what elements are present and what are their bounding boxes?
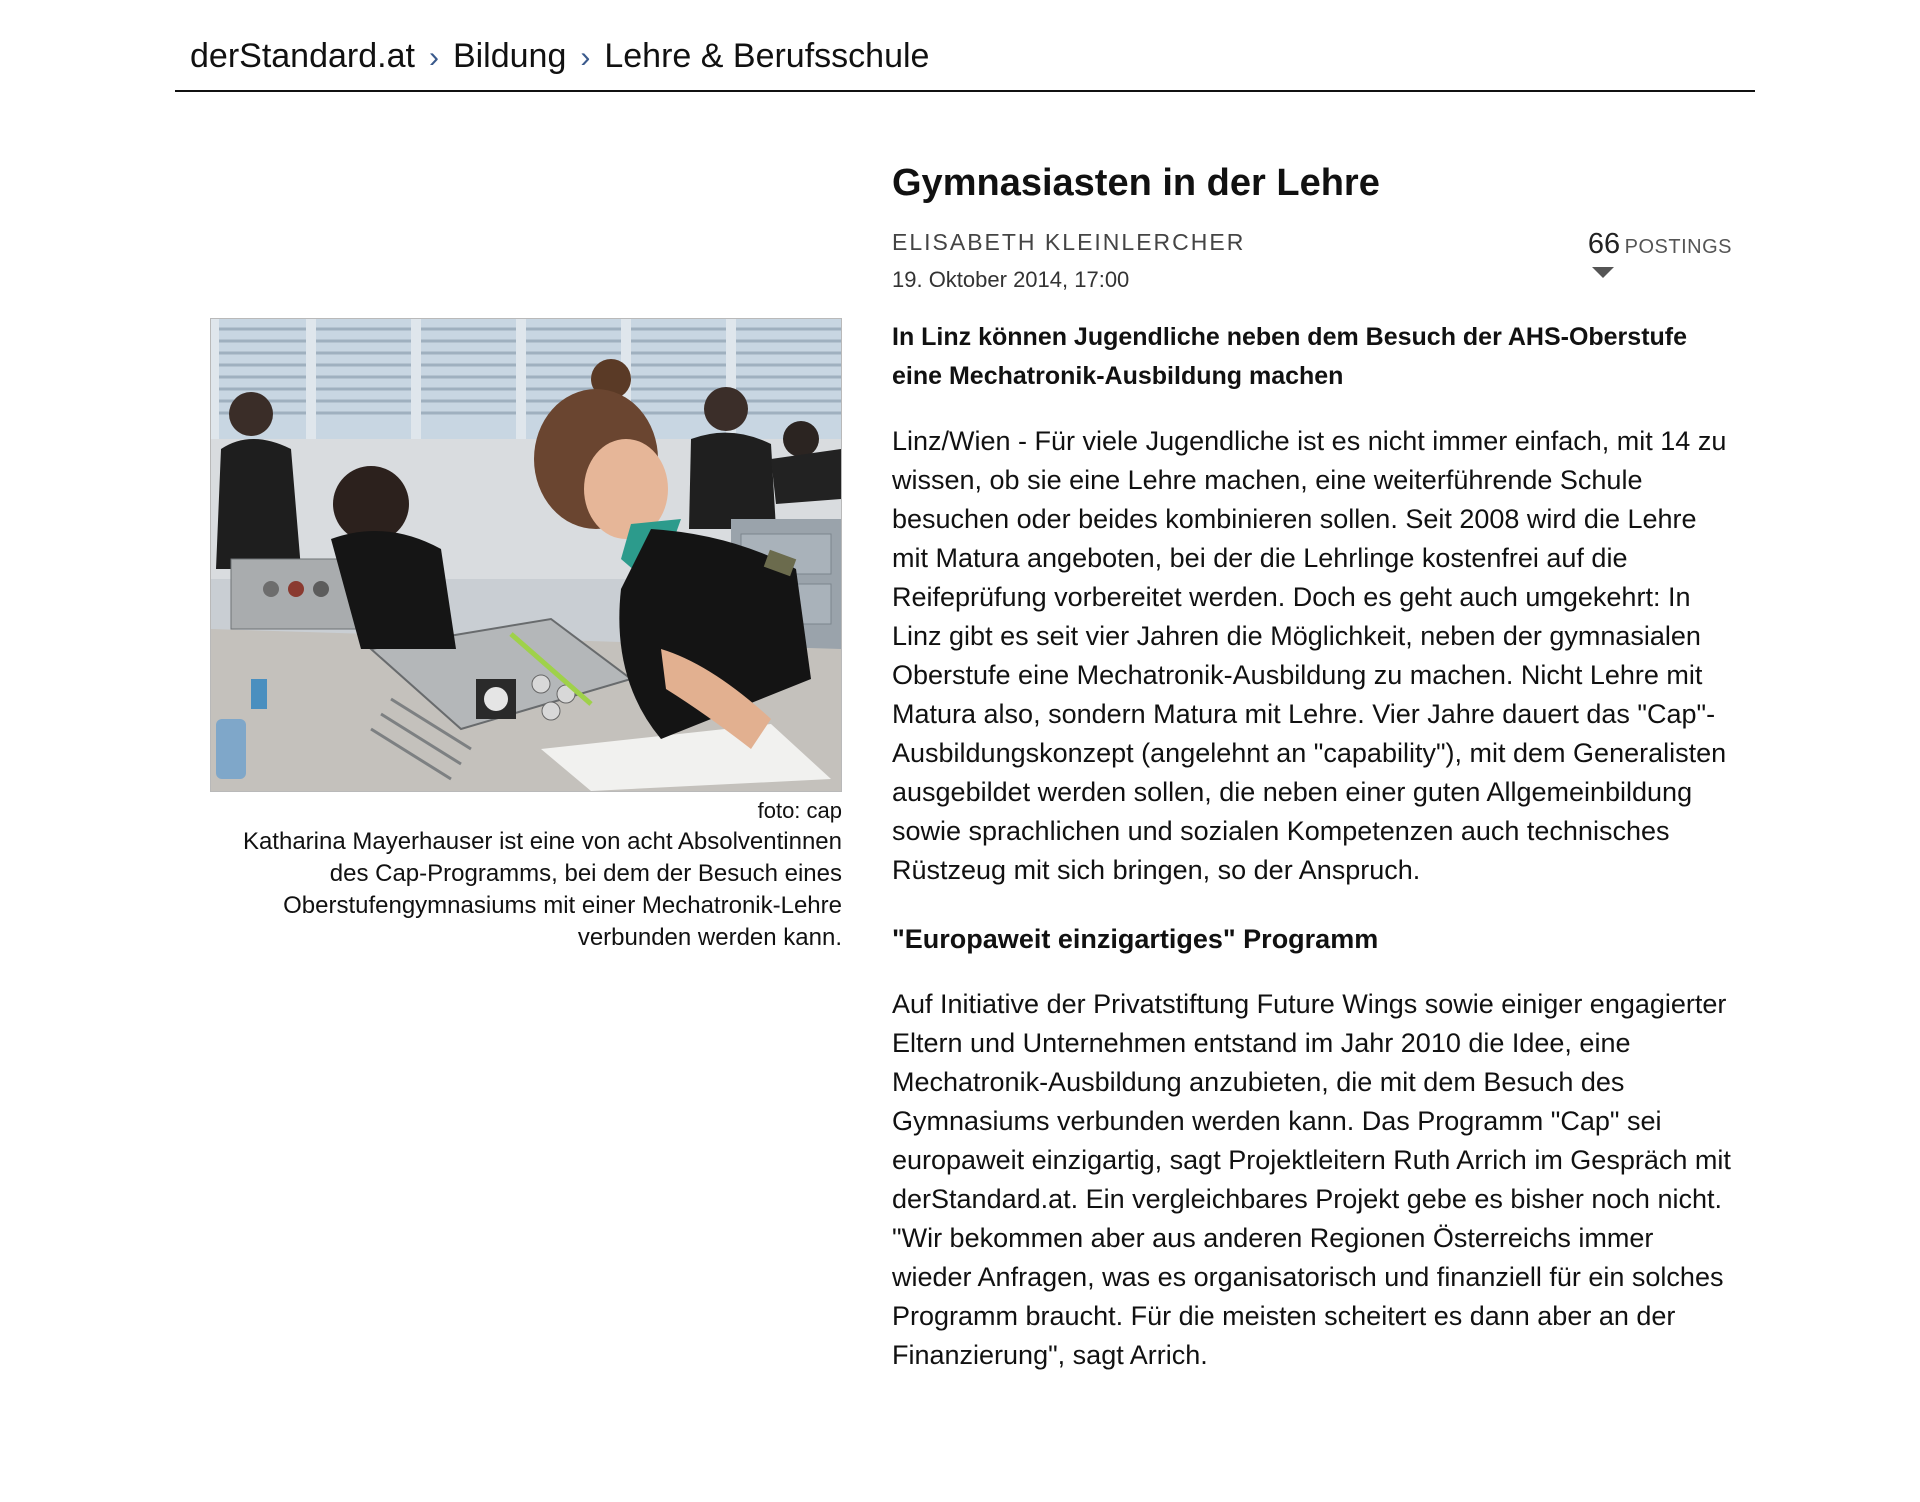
article-paragraph: Auf Initiative der Privatstiftung Future Wings sowie einiger engagierter Eltern und Unternehmen entstand im Jahr 2010 die Idee, eine Mechatronik-Ausbildung anzubieten, die mit dem Besuch des Gymnasiums verbunden werden kann. Das Programm "Cap" sei europaweit einzigartig, sagt Projektleitern Ruth Arrich im Gespräch mit derStandard.at. Ein vergleichbares Projekt gebe es bisher noch nicht. "Wir bekommen aber aus anderen Regionen Österreichs immer wieder Anfragen, was es organisatorisch und finanziell für ein solches Programm braucht. Für die meisten scheitert es dann aber an der Finanzierung", sagt Arrich. <box>892 989 1731 1370</box>
breadcrumb-bildung-link[interactable]: Bildung <box>452 37 567 75</box>
article-paragraph: Linz/Wien - Für viele Jugendliche ist es nicht immer einfach, mit 14 zu wissen, ob sie eine Lehre machen, eine weiterführende Schule besuchen oder beides kombinieren sollen. Seit 2008 wird die Lehre mit Matura angeboten, bei der die Lehrlinge kostenfrei auf die Reifeprüfung vorbereitet werden. Doch es geht auch umgekehrt: In Linz gibt es seit vier Jahren die Möglichkeit, neben der gymnasialen Oberstufe eine Mechatronik-Ausbildung zu machen. Nicht Lehre mit Matura also, sondern Matura mit Lehre. Vier Jahre dauert das "Cap"-Ausbildungskonzept (angelehnt an "capability"), mit dem Generalisten ausgebildet werden sollen, die neben einer guten Allgemeinbildung sowie sprachlichen und sozialen Kompetenzen auch technisches Rüstzeug mit sich bringen, so der Anspruch. <box>892 426 1727 885</box>
header-divider <box>175 90 1755 92</box>
breadcrumb-lehre-link[interactable]: Lehre & Berufsschule <box>604 37 930 75</box>
article-meta <box>892 228 1732 292</box>
photo-caption: Katharina Mayerhauser ist eine von acht Absolventinnen des Cap-Programms, bei dem der Besuch eines Oberstufengymnasiums mit einer Mechatronik-Lehre verbunden werden kann. <box>242 828 842 951</box>
breadcrumb <box>190 36 929 78</box>
article-subheading: "Europaweit einzigartiges" Programm <box>892 924 1379 954</box>
breadcrumb-separator-icon: › <box>428 41 439 74</box>
article-lead: In Linz können Jugendliche neben dem Besuch der AHS-Oberstufe eine Mechatronik-Ausbildung machen <box>892 323 1688 390</box>
workshop-photo-illustration <box>211 319 841 791</box>
breadcrumb-home-link[interactable]: derStandard.at <box>190 37 415 75</box>
photo-credit: foto: cap <box>757 798 842 823</box>
postings-count: 66 <box>1587 228 1621 260</box>
article-photo[interactable] <box>210 318 842 792</box>
chevron-down-icon <box>1592 267 1614 278</box>
article-figure <box>210 318 842 954</box>
postings-label: POSTINGS <box>1624 236 1732 258</box>
postings-button[interactable] <box>1588 228 1732 278</box>
publish-date: 19. Oktober 2014, 17:00 <box>892 267 1130 292</box>
article <box>892 160 1732 1375</box>
author-name[interactable]: ELISABETH KLEINLERCHER <box>892 229 1246 255</box>
article-headline: Gymnasiasten in der Lehre <box>892 162 1380 204</box>
breadcrumb-separator-icon: › <box>580 41 591 74</box>
